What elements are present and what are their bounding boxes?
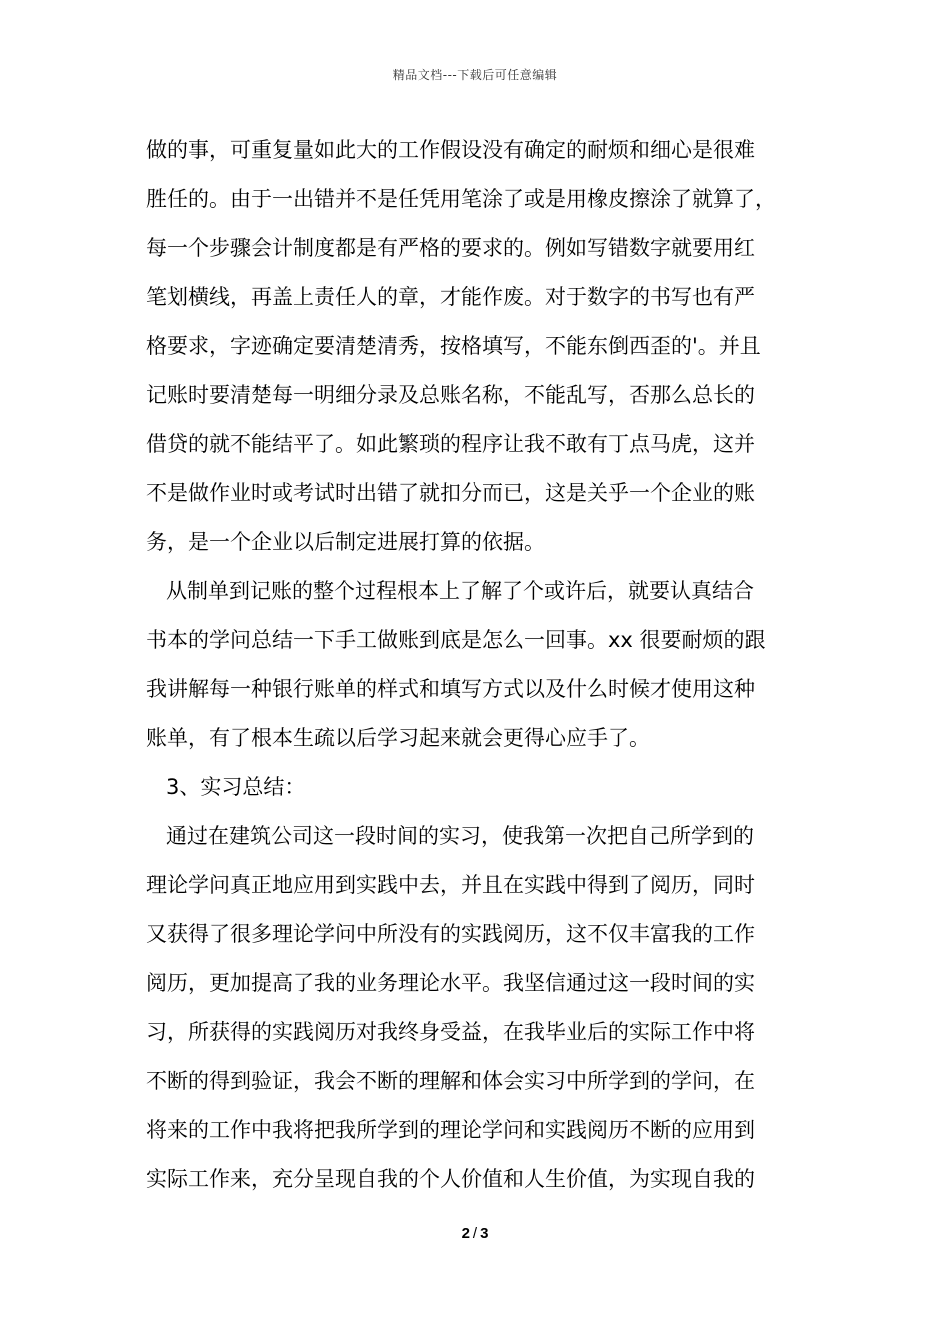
text-line: 我讲解每一种银行账单的样式和填写方式以及什么时候才使用这种 — [146, 677, 755, 701]
text-line: 每一个步骤会计制度都是有严格的要求的。例如写错数字就要用红 — [146, 236, 755, 260]
text-line: 从制单到记账的整个过程根本上了解了个或许后，就要认真结合 — [166, 579, 754, 603]
text-line: 阅历，更加提高了我的业务理论水平。我坚信通过这一段时间的实 — [146, 971, 755, 995]
text-line: 笔划横线，再盖上责任人的章，才能作废。对于数字的书写也有严 — [146, 285, 755, 309]
section-heading: 3、实习总结： — [166, 775, 306, 799]
body-text — [146, 126, 816, 1204]
current-page: 2 — [461, 1225, 470, 1242]
text-line: 通过在建筑公司这一段时间的实习，使我第一次把自己所学到的 — [166, 824, 754, 848]
text-line: 记账时要清楚每一明细分录及总账名称，不能乱写，否那么总长的 — [146, 383, 755, 407]
text-line: 书本的学问总结一下手工做账到底是怎么一回事。xx 很要耐烦的跟 — [146, 628, 766, 652]
text-line: 账单，有了根本生疏以后学习起来就会更得心应手了。 — [146, 726, 650, 750]
text-line: 借贷的就不能结平了。如此繁琐的程序让我不敢有丁点马虎，这并 — [146, 432, 755, 456]
text-line: 实际工作来，充分呈现自我的个人价值和人生价值，为实现自我的 — [146, 1167, 755, 1191]
text-line: 习，所获得的实践阅历对我终身受益，在我毕业后的实际工作中将 — [146, 1020, 755, 1044]
text-line: 不是做作业时或考试时出错了就扣分而已，这是关乎一个企业的账 — [146, 481, 755, 505]
total-pages: 3 — [480, 1225, 489, 1242]
text-line: 不断的得到验证，我会不断的理解和体会实习中所学到的学问，在 — [146, 1069, 755, 1093]
text-line: 将来的工作中我将把我所学到的理论学问和实践阅历不断的应用到 — [146, 1118, 755, 1142]
text-line: 胜任的。由于一出错并不是任凭用笔涂了或是用橡皮擦涂了就算了， — [146, 187, 776, 211]
page-header: 精品文档---下载后可任意编辑 — [392, 68, 558, 82]
page-separator: / — [472, 1225, 478, 1242]
text-line: 理论学问真正地应用到实践中去，并且在实践中得到了阅历，同时 — [146, 873, 755, 897]
text-line: 格要求，字迹确定要清楚清秀，按格填写，不能东倒西歪的'。并且 — [146, 334, 761, 358]
text-line: 务，是一个企业以后制定进展打算的依据。 — [146, 530, 545, 554]
text-line: 做的事，可重复量如此大的工作假设没有确定的耐烦和细心是很难 — [146, 138, 755, 162]
page-number — [0, 1225, 950, 1242]
text-line: 又获得了很多理论学问中所没有的实践阅历，这不仅丰富我的工作 — [146, 922, 755, 946]
